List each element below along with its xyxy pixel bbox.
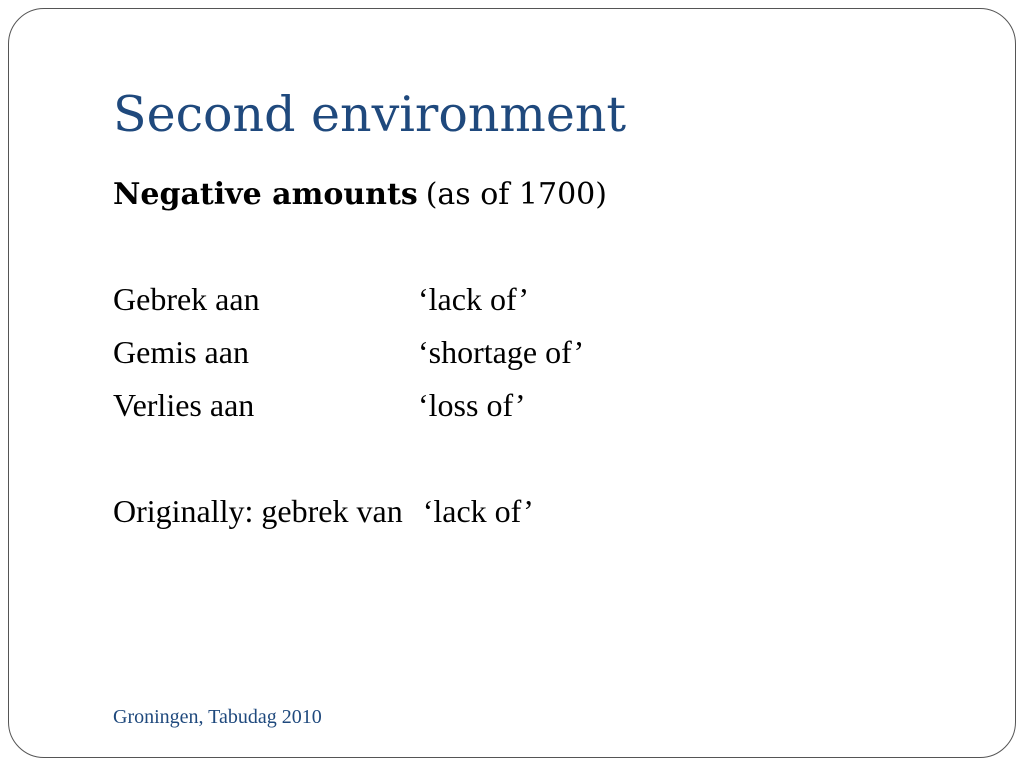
original-label: Originally: gebrek van [113, 493, 403, 529]
term-row [113, 326, 913, 379]
term-gloss: ‘shortage of’ [418, 334, 585, 370]
term-dutch: Verlies aan [113, 387, 255, 423]
spacer [113, 432, 913, 485]
term-dutch: Gebrek aan [113, 281, 260, 317]
original-gloss: ‘lack of’ [422, 493, 534, 529]
spacer [113, 220, 913, 273]
original-row [113, 485, 913, 538]
subheading [113, 167, 913, 220]
subheading-date: (as of 1700) [425, 177, 607, 212]
term-gloss: ‘lack of’ [418, 281, 530, 317]
slide-footer: Groningen, Tabudag 2010 [113, 706, 322, 728]
term-row [113, 273, 913, 326]
term-dutch: Gemis aan [113, 334, 249, 370]
term-row [113, 379, 913, 432]
term-gloss: ‘loss of’ [418, 387, 526, 423]
slide-title: Second environment [113, 86, 627, 143]
slide-content [113, 167, 913, 538]
subheading-bold: Negative amounts [113, 177, 418, 212]
